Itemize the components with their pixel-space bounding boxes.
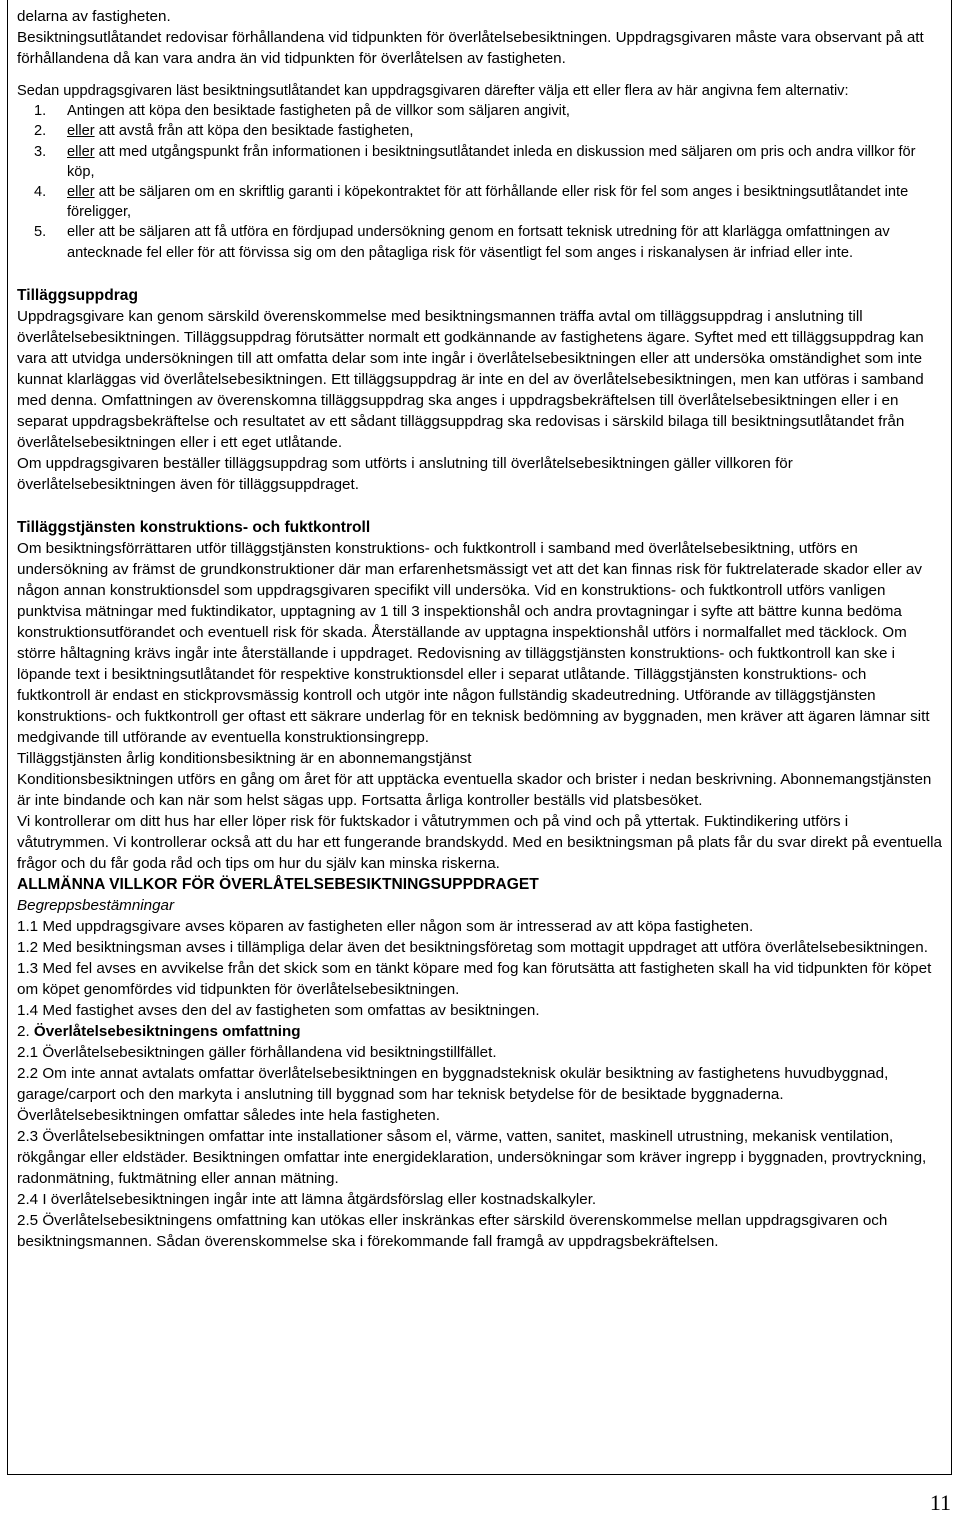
clause-2-4: 2.4 I överlåtelsebesiktningen ingår inte att lämna åtgärdsförslag eller kostnadskalkyler. bbox=[17, 1190, 597, 1208]
alternatives-list bbox=[17, 101, 942, 263]
konstruktion-paragraph: Om besiktningsförrättaren utför tilläggstjänsten konstruktions- och fuktkontroll i samband med överlåtelsebesiktning, utförs en undersökning av främst de grundkonstruktioner där man erfarenhetsmässigt vet att det kan finnas risk för fuktrelaterade skador eller av någon annan konstruktionsdel som uppdragsgivaren specifikt vill undersöka. Vid en konstruktions- och fuktkontroll utförs vanligen punktvisa mätningar med fuktindikator, upptagning av 1 till 3 inspektionshål och andra provtagningar i syfte att bättre kunna bedöma konstruktionsutförandet och eventuell risk för skada. Återställande av upptagna inspektionshål utförs i normalfallet med täcklock. Om större håltagning krävs ingår inte återställande i uppdraget. Redovisning av tilläggstjänsten konstruktions- och fuktkontroll kan ske i löpande text i besiktningsutlåtandet för respektive konstruktionsdel eller i separat utlåtande. Tilläggstjänsten konstruktions- och fuktkontroll är endast en stickprovsmässig kontroll och utgör inte någon fullständig skadeutredning. Utförande av tilläggstjänsten konstruktions- och fuktkontroll ger oftast ett säkrare underlag för en teknisk bedömning av byggnaden, men kräver att ägaren lämnar sitt medgivande till utförande av eventuella konstruktionsingrepp. bbox=[17, 539, 930, 746]
section-2-heading: 2. Överlåtelsebesiktningens omfattning bbox=[17, 1022, 301, 1040]
konstruktion-heading: Tilläggstjänsten konstruktions- och fuktkontroll bbox=[17, 518, 371, 536]
konstruktion-paragraph-4: Vi kontrollerar om ditt hus har eller löper risk för fuktskador i våtutrymmen och på vind och på yttertak. Fuktindikering utförs i våtutrymmen. Vi kontrollerar också att du har ett fungerande brandskydd. Med en besiktningsman på plats får du svar direkt på eventuella frågor och du får goda råd och tips om hur du själv kan minska riskerna. bbox=[17, 812, 942, 872]
alternatives-lead: Sedan uppdragsgivaren läst besiktningsutlåtandet kan uppdragsgivaren därefter välja ett eller flera av här angivna fem alternativ: bbox=[17, 83, 849, 99]
intro-paragraph: Besiktningsutlåtandet redovisar förhållandena vid tidpunkten för överlåtelsebesiktningen. Uppdragsgivaren måste vara observant på att förhållandena då kan vara andra än vid tidpunkten för överlåtelsen av fastigheten. bbox=[17, 29, 924, 67]
clause-1-1: 1.1 Med uppdragsgivare avses köparen av fastigheten eller någon som är intresserad av att köpa fastigheten. bbox=[17, 917, 754, 935]
alternatives-section bbox=[17, 81, 942, 263]
konstruktion-paragraph-3: Konditionsbesiktningen utförs en gång om året för att upptäcka eventuella skador och brister i nedan beskrivning. Abonnemangstjänsten är inte bindande och kan när som helst sägas upp. Fortsatta årliga kontroller beställs vid platsbesöket. bbox=[17, 770, 932, 809]
intro-line: delarna av fastigheten. bbox=[17, 8, 171, 25]
villkor-heading: ALLMÄNNA VILLKOR FÖR ÖVERLÅTELSEBESIKTNINGSUPPDRAGET bbox=[17, 875, 539, 893]
tillagg-paragraph: Uppdragsgivare kan genom särskild överenskommelse med besiktningsmannen träffa avtal om tilläggsuppdrag i anslutning till överlåtelsebesiktningen. Tilläggsuppdrag förutsätter normalt ett godkännande av fastighetens ägare. Syftet med ett tilläggsuppdrag kan vara att utvidga undersökningen till att omfatta delar som inte ingår i överlåtelsebesiktningen eller att undersöka omständighet som inte kunnat klarläggas vid överlåtelsebesiktningen. Ett tilläggsuppdrag är inte en del av överlåtelsebesiktningen, men kan utföras i samband med denna. Omfattningen av överenskomna tilläggsuppdrag ska anges i uppdragsbekräftelsen till överlåtelsebesiktningen eller i en separat uppdragsbekräftelse och resultatet av ett sådant tilläggsuppdrag ska redovisas i särskild bilaga till besiktningsutlåtandet från överlåtelsebesiktningen eller i ett eget utlåtande. bbox=[17, 307, 924, 451]
konstruktion-paragraph-2: Tilläggstjänsten årlig konditionsbesiktning är en abonnemangstjänst bbox=[17, 749, 472, 767]
list-item: 4. eller att be säljaren om en skriftlig garanti i köpekontraktet för att förhållande eller risk för fel som anges i besiktningsutlåtandet inte föreligger, bbox=[34, 184, 909, 221]
page-number: 11 bbox=[929, 1490, 951, 1515]
clause-1-3: 1.3 Med fel avses en avvikelse från det skick som en tänkt köpare med fog kan förutsätta att fastigheten skall ha vid tidpunkten för köpet om köpet genomfördes vid tidpunkten för överlåtelsebesiktningen. bbox=[17, 959, 932, 998]
villkor-subheading: Begreppsbestämningar bbox=[17, 896, 175, 914]
list-item: 5. eller att be säljaren att få utföra en fördjupad undersökning genom en fortsatt teknisk utredning för att klarlägga omfattningen av antecknade fel eller för att förvissa sig om den påtagliga risk för väsentligt fel som anges i riskanalysen är infriad eller inte. bbox=[34, 224, 890, 261]
clause-2-1: 2.1 Överlåtelsebesiktningen gäller förhållandena vid besiktningstillfället. bbox=[17, 1043, 497, 1061]
clause-1-4: 1.4 Med fastighet avses den del av fastigheten som omfattas av besiktningen. bbox=[17, 1001, 540, 1019]
list-item: 2. eller att avstå från att köpa den besiktade fastigheten, bbox=[34, 123, 414, 140]
tillagg-heading: Tilläggsuppdrag bbox=[17, 286, 139, 304]
clause-2-5: 2.5 Överlåtelsebesiktningens omfattning kan utökas eller inskränkas efter särskild överenskommelse mellan uppdragsgivaren och besiktningsmannen. Sådan överenskommelse ska i förekommande fall framgå av uppdragsbekräftelsen. bbox=[17, 1211, 888, 1250]
list-item: 3. eller att med utgångspunkt från informationen i besiktningsutlåtandet inleda en diskussion med säljaren om pris och andra villkor för köp, bbox=[34, 143, 916, 180]
clause-1-2: 1.2 Med besiktningsman avses i tillämpliga delar även det besiktningsföretag som mottagit uppdraget att utföra överlåtelsebesiktningen. bbox=[17, 938, 928, 956]
list-item: 1. Antingen att köpa den besiktade fastigheten på de villkor som säljaren angivit, bbox=[34, 103, 570, 120]
clause-2-2: 2.2 Om inte annat avtalats omfattar överlåtelsebesiktningen en byggnadsteknisk okulär besiktning av fastighetens huvudbyggnad, garage/carport och den markyta i anslutning till byggnad som har teknisk betydelse för de besiktade byggnaderna. Överlåtelsebesiktningen omfattar således inte hela fastigheten. bbox=[17, 1064, 889, 1124]
document-body bbox=[17, 6, 942, 1252]
clause-2-3: 2.3 Överlåtelsebesiktningen omfattar inte installationer såsom el, värme, vatten, sanitet, maskinell utrustning, mekanisk ventilation, rökgångar eller eldstäder. Besiktningen omfattar inte energideklaration, undersökningar som kräver ingrepp i byggnaden, provtryckning, radonmätning, fuktmätning eller annan mätning. bbox=[17, 1127, 927, 1187]
tillagg-paragraph-2: Om uppdragsgivaren beställer tilläggsuppdrag som utförts i anslutning till överlåtelsebesiktningen gäller villkoren för överlåtelsebesiktningen även för tilläggsuppdraget. bbox=[17, 454, 793, 493]
